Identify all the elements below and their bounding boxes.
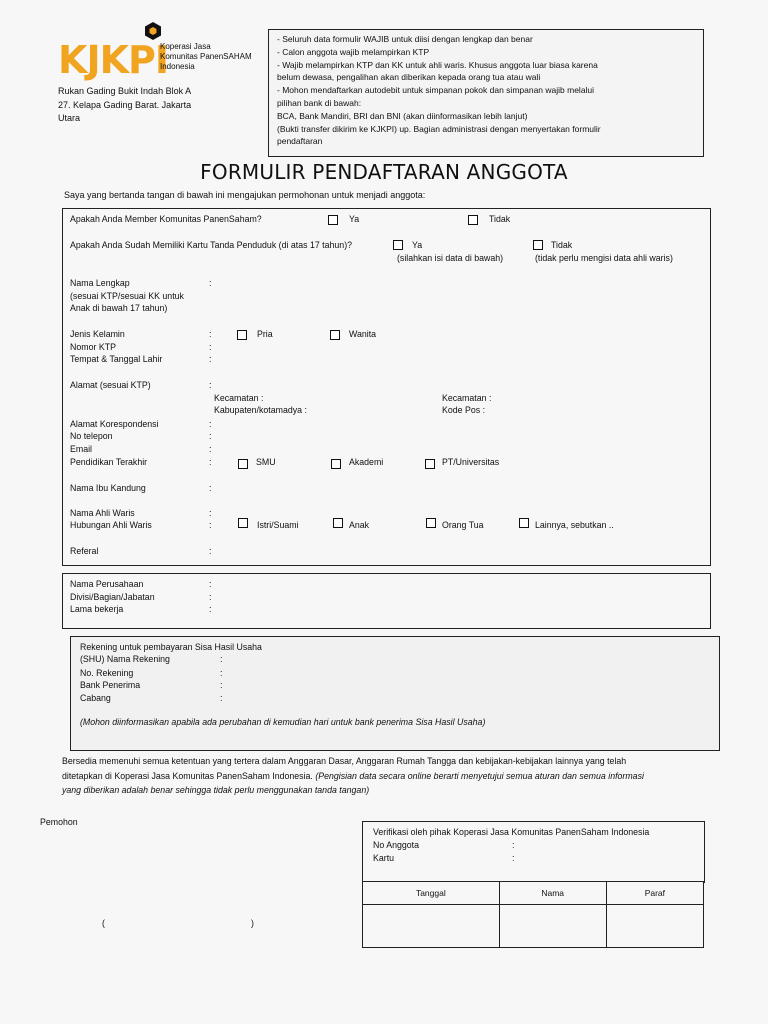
heir-relation-label: Hubungan Ahli Waris: [70, 520, 152, 530]
logo-subtitle: Koperasi Jasa Komunitas PanenSAHAM Indonesia: [160, 42, 252, 71]
postal-code-label: Kode Pos :: [442, 405, 486, 415]
shu-note: (Mohon diinformasikan apabila ada perubahan di kemudian hari untuk bank penerima Sisa Hasil Usaha): [80, 717, 486, 727]
logo-brand: KJKPI: [58, 38, 169, 82]
ktp-no-checkbox[interactable]: [533, 240, 543, 250]
intro-text: Saya yang bertanda tangan di bawah ini mengajukan permohonan untuk menjadi anggota:: [64, 190, 426, 200]
bank-colon: :: [220, 680, 223, 690]
shu-account-name-colon: :: [220, 654, 223, 664]
form-title: FORMULIR PENDAFTARAN ANGGOTA: [200, 160, 568, 184]
applicant-label: Pemohon: [40, 817, 78, 827]
full-name-label: Nama Lengkap: [70, 278, 130, 288]
verification-table: [362, 881, 704, 948]
note-line: pendaftaran: [277, 136, 323, 147]
shu-line-1: Rekening untuk pembayaran Sisa Hasil Usaha: [80, 642, 262, 652]
column-header-name: Nama: [499, 882, 606, 905]
company-label: Nama Perusahaan: [70, 579, 144, 589]
relation-other-label: Lainnya, sebutkan ..: [535, 520, 614, 530]
ktp-no-note: (tidak perlu mengisi data ahli waris): [535, 253, 673, 263]
heir-relation-colon: :: [209, 520, 212, 530]
education-akademi-checkbox[interactable]: [331, 459, 341, 469]
birth-colon: :: [209, 354, 212, 364]
address-colon: :: [209, 380, 212, 390]
note-line: - Seluruh data formulir WAJIB untuk diisi dengan lengkap dan benar: [277, 34, 533, 44]
instructions-box: [268, 29, 704, 157]
relation-spouse-label: Istri/Suami: [257, 520, 299, 530]
gender-male-checkbox[interactable]: [237, 330, 247, 340]
member-yes-label: Ya: [349, 214, 360, 224]
card-colon: :: [512, 853, 515, 863]
note-line: pilihan bank di bawah:: [277, 97, 362, 108]
employment-section: [62, 573, 711, 629]
member-number-colon: :: [512, 840, 515, 850]
ktp-no-label: Tidak: [551, 240, 573, 250]
work-duration-label: Lama bekerja: [70, 604, 124, 614]
shu-account-name-label: (SHU) Nama Rekening: [80, 654, 170, 664]
education-colon: :: [209, 457, 212, 467]
relation-parent-checkbox[interactable]: [426, 518, 436, 528]
name-cell[interactable]: [499, 905, 606, 948]
branch-label: Cabang: [80, 693, 111, 703]
note-line: - Calon anggota wajib melampirkan KTP: [277, 46, 430, 57]
heir-name-label: Nama Ahli Waris: [70, 508, 135, 518]
relation-child-checkbox[interactable]: [333, 518, 343, 528]
office-address: Rukan Gading Bukit Indah Blok A 27. Kelapa Gading Barat. Jakarta Utara: [58, 86, 192, 123]
note-line: - Mohon mendaftarkan autodebit untuk simpanan pokok dan simpanan wajib melalui: [277, 85, 595, 96]
email-label: Email: [70, 444, 92, 454]
ktp-question: Apakah Anda Sudah Memiliki Kartu Tanda Penduduk (di atas 17 tahun)?: [70, 240, 353, 250]
relation-child-label: Anak: [349, 520, 370, 530]
signature-open: (: [102, 918, 105, 928]
relation-other-checkbox[interactable]: [519, 518, 529, 528]
corr-address-label: Alamat Korespondensi: [70, 419, 159, 429]
heir-name-colon: :: [209, 508, 212, 518]
ktp-number-colon: :: [209, 342, 212, 352]
agreement-line-2: ditetapkan di Koperasi Jasa Komunitas PanenSaham Indonesia. (Pengisian data secara online berarti menyetujui semua aturan dan semua informasi: [62, 771, 644, 781]
agreement-line-3: yang diberikan adalah benar sehingga tidak perlu menggunakan tanda tangan): [62, 785, 370, 795]
relation-parent-label: Orang Tua: [442, 520, 484, 530]
member-number-label: No Anggota: [373, 840, 419, 850]
ktp-number-label: Nomor KTP: [70, 342, 116, 352]
signature-close: ): [251, 918, 254, 928]
date-cell[interactable]: [363, 905, 500, 948]
full-name-colon: :: [209, 278, 212, 288]
member-question: Apakah Anda Member Komunitas PanenSaham?: [70, 214, 262, 224]
mother-name-colon: :: [209, 483, 212, 493]
note-line: BCA, Bank Mandiri, BRI dan BNI (akan diinformasikan lebih lanjut): [277, 110, 528, 121]
corr-address-colon: :: [209, 419, 212, 429]
card-label: Kartu: [373, 853, 395, 863]
gender-male-label: Pria: [257, 329, 273, 339]
column-header-date: Tanggal: [363, 882, 500, 905]
referral-label: Referal: [70, 546, 99, 556]
regency-label: Kabupaten/kotamadya :: [214, 405, 307, 415]
member-no-checkbox[interactable]: [468, 215, 478, 225]
account-number-label: No. Rekening: [80, 668, 134, 678]
referral-colon: :: [209, 546, 212, 556]
company-colon: :: [209, 579, 212, 589]
note-line: belum dewasa, pengalihan akan diberikan kepada orang tua atau wali: [277, 72, 541, 83]
gender-label: Jenis Kelamin: [70, 329, 125, 339]
gender-colon: :: [209, 329, 212, 339]
education-smu-label: SMU: [256, 457, 276, 467]
ktp-yes-label: Ya: [412, 240, 423, 250]
division-label: Divisi/Bagian/Jabatan: [70, 592, 155, 602]
agreement-line-1: Bersedia memenuhi semua ketentuan yang tertera dalam Anggaran Dasar, Anggaran Rumah Tangga dan kebijakan-kebijakan lainnya yang telah: [62, 756, 627, 766]
birth-label: Tempat & Tanggal Lahir: [70, 354, 163, 364]
gender-female-label: Wanita: [349, 329, 377, 339]
ktp-yes-note: (silahkan isi data di bawah): [397, 253, 504, 263]
initial-cell[interactable]: [606, 905, 703, 948]
bank-label: Bank Penerima: [80, 680, 141, 690]
member-yes-checkbox[interactable]: [328, 215, 338, 225]
note-line: (Bukti transfer dikirim ke KJKPI) up. Bagian administrasi dengan menyertakan formulir: [277, 123, 601, 134]
gender-female-checkbox[interactable]: [330, 330, 340, 340]
ktp-yes-checkbox[interactable]: [393, 240, 403, 250]
district-label-2: Kecamatan :: [442, 393, 492, 403]
note-line: - Wajib melampirkan KTP dan KK untuk ahli waris. Khusus anggota luar biasa karena: [277, 59, 598, 70]
district-label-1: Kecamatan :: [214, 393, 264, 403]
education-label: Pendidikan Terakhir: [70, 457, 148, 467]
phone-label: No telepon: [70, 431, 113, 441]
member-no-label: Tidak: [489, 214, 511, 224]
full-name-note-2: Anak di bawah 17 tahun): [70, 303, 168, 313]
relation-spouse-checkbox[interactable]: [238, 518, 248, 528]
column-header-initial: Paraf: [606, 882, 703, 905]
education-smu-checkbox[interactable]: [238, 459, 248, 469]
account-number-colon: :: [220, 668, 223, 678]
verification-title: Verifikasi oleh pihak Koperasi Jasa Komunitas PanenSaham Indonesia: [373, 827, 650, 837]
address-label: Alamat (sesuai KTP): [70, 380, 151, 390]
division-colon: :: [209, 592, 212, 602]
education-pt-checkbox[interactable]: [425, 459, 435, 469]
education-akademi-label: Akademi: [349, 457, 384, 467]
branch-colon: :: [220, 693, 223, 703]
phone-colon: :: [209, 431, 212, 441]
full-name-note-1: (sesuai KTP/sesuai KK untuk: [70, 291, 184, 301]
email-colon: :: [209, 444, 212, 454]
education-pt-label: PT/Universitas: [442, 457, 500, 467]
work-duration-colon: :: [209, 604, 212, 614]
mother-name-label: Nama Ibu Kandung: [70, 483, 146, 493]
